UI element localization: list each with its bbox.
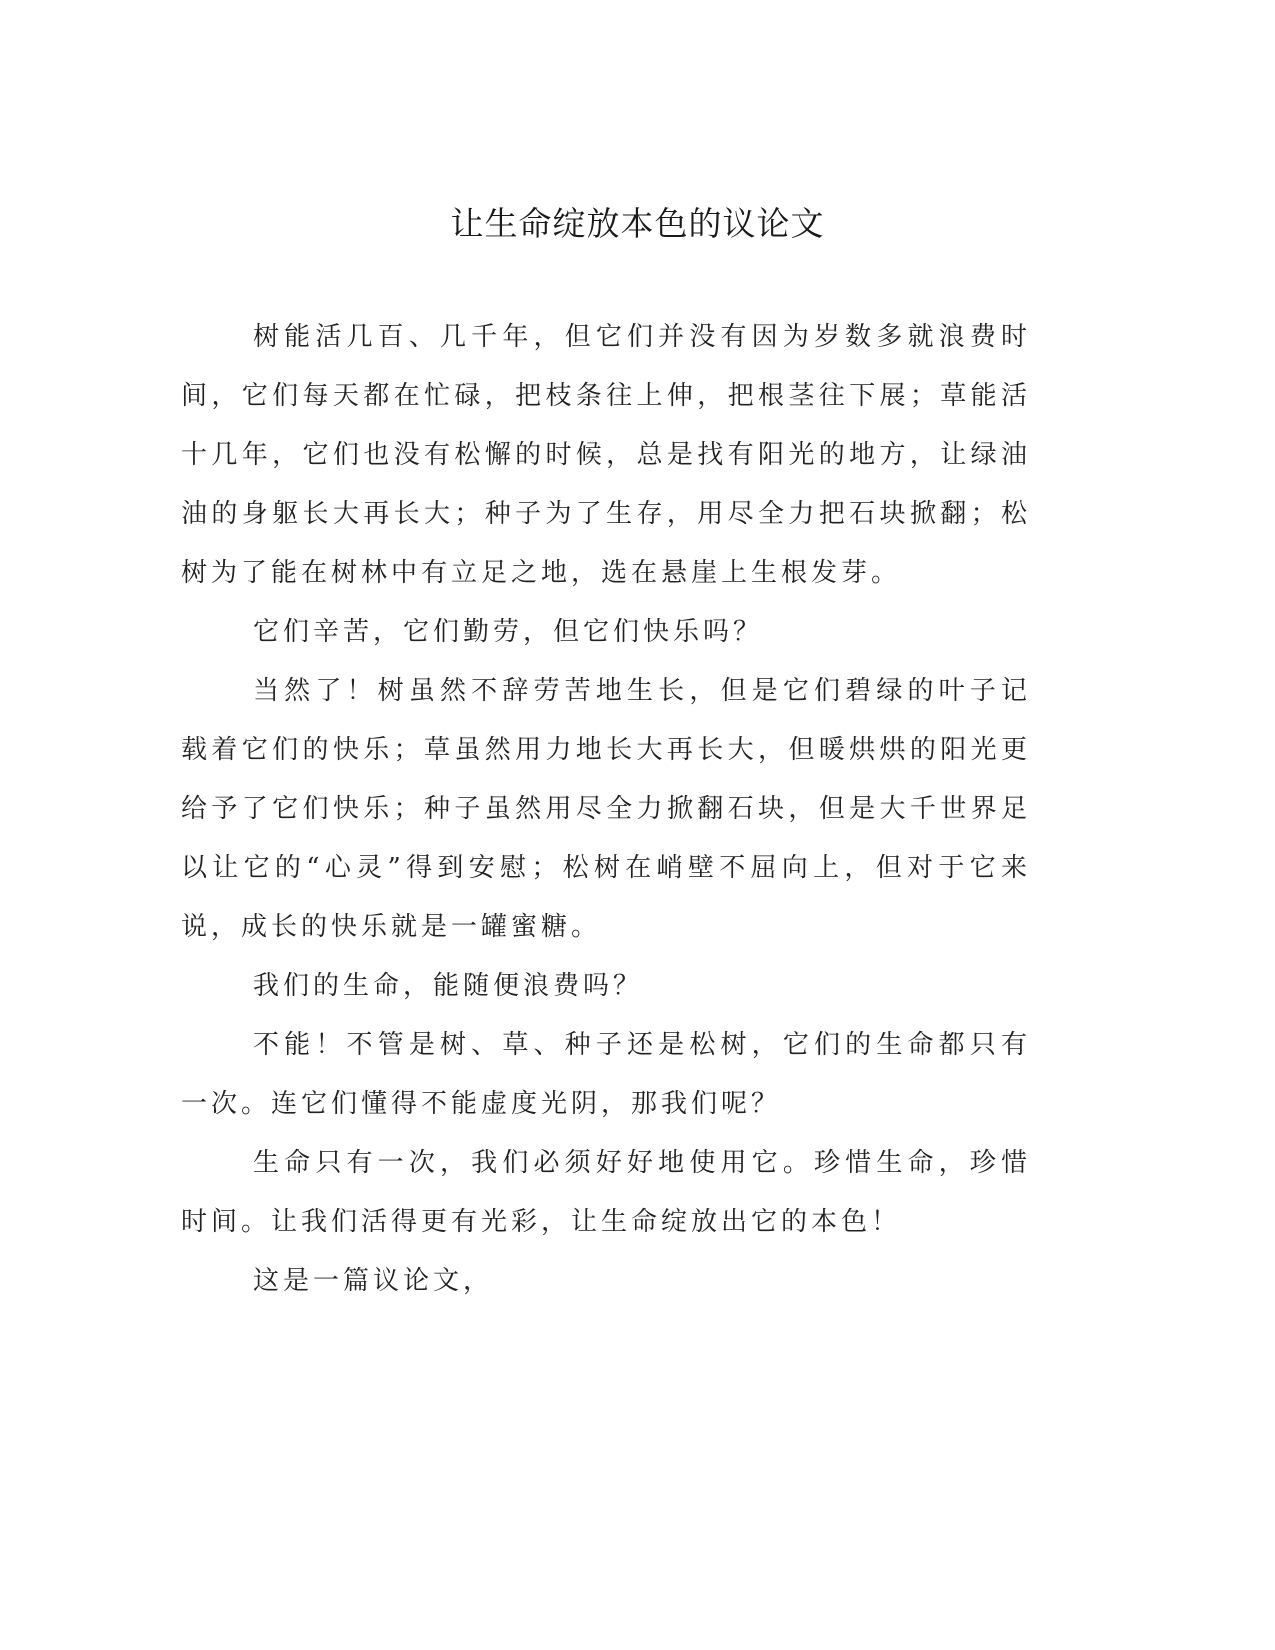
paragraph-3: 当然了！树虽然不辞劳苦地生长，但是它们碧绿的叶子记载着它们的快乐；草虽然用力地长大再长大，但暖烘烘的阳光更给予了它们快乐；种子虽然用尽全力掀翻石块，但是大千世界足以让它的“心灵”得到安慰；松树在峭壁不屈向上，但对于它来说，成长的快乐就是一罐蜜糖。 <box>181 676 1031 942</box>
paragraph-4: 我们的生命，能随便浪费吗？ <box>253 971 644 1001</box>
paragraph-1: 树能活几百、几千年，但它们并没有因为岁数多就浪费时间，它们每天都在忙碌，把枝条往上伸，把根茎往下展；草能活十几年，它们也没有松懈的时候，总是找有阳光的地方，让绿油油的身躯长大再长大；种子为了生存，用尽全力把石块掀翻；松树为了能在树林中有立足之地，选在悬崖上生根发芽。 <box>181 322 1031 588</box>
document-title: 让生命绽放本色的议论文 <box>450 204 825 243</box>
paragraph-2: 它们辛苦，它们勤劳，但它们快乐吗？ <box>253 617 764 647</box>
paragraph-5: 不能！不管是树、草、种子还是松树，它们的生命都只有一次。连它们懂得不能虚度光阴，那我们呢？ <box>181 1030 1031 1119</box>
document-body <box>181 308 1031 1311</box>
paragraph-7: 这是一篇议论文， <box>253 1266 494 1296</box>
paragraph-6: 生命只有一次，我们必须好好地使用它。珍惜生命，珍惜时间。让我们活得更有光彩，让生命绽放出它的本色！ <box>181 1148 1031 1237</box>
